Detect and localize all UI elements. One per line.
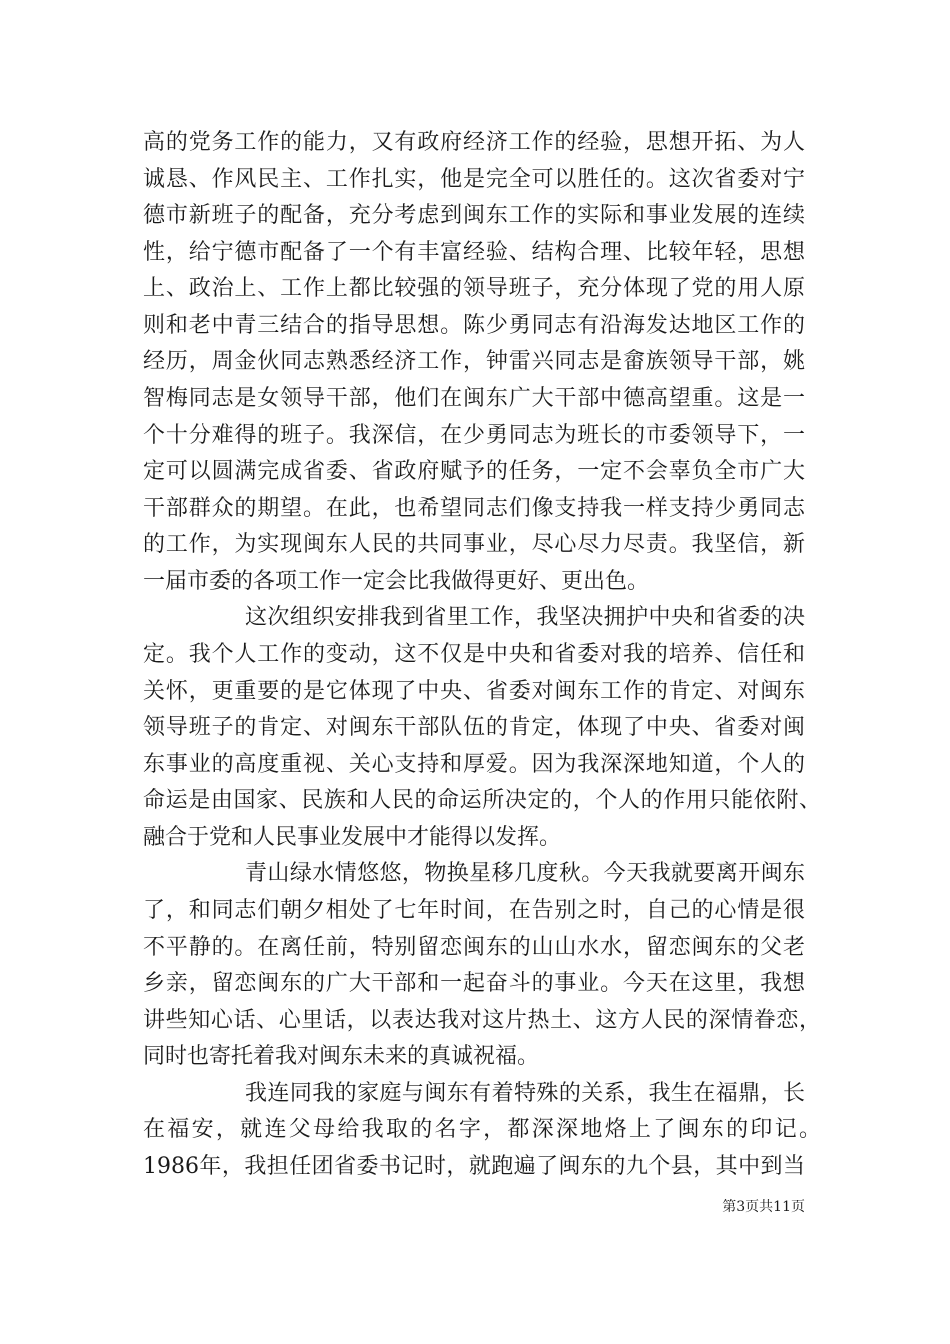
text-line: 德市新班子的配备，充分考虑到闽东工作的实际和事业发展的连续 (143, 203, 805, 229)
text-line: 智梅同志是女领导干部，他们在闽东广大干部中德高望重。这是一 (143, 385, 805, 411)
text-line: 高的党务工作的能力，又有政府经济工作的经验，思想开拓、为人 (143, 130, 805, 155)
text-line: 的工作，为实现闽东人民的共同事业，尽心尽力尽责。我坚信，新 (143, 532, 805, 558)
text-line: 我连同我的家庭与闽东有着特殊的关系，我生在福鼎，长 (245, 1080, 805, 1106)
text-line: 融合于党和人民事业发展中才能得以发挥。 (143, 824, 562, 850)
text-line: 在福安，就连父母给我取的名字，都深深地烙上了闽东的印记。 (143, 1117, 821, 1143)
text-line: 定可以圆满完成省委、省政府赋予的任务，一定不会辜负全市广大 (143, 459, 805, 485)
text-line: 性，给宁德市配备了一个有丰富经验、结构合理、比较年轻，思想 (143, 239, 805, 265)
text-line: 东事业的高度重视、关心支持和厚爱。因为我深深地知道，个人的 (143, 751, 805, 777)
text-line: 1986年，我担任团省委书记时，就跑遍了闽东的九个县，其中到当 (143, 1153, 805, 1179)
text-line: 定。我个人工作的变动，这不仅是中央和省委对我的培养、信任和 (143, 641, 805, 667)
text-line: 领导班子的肯定、对闽东干部队伍的肯定，体现了中央、省委对闽 (143, 715, 805, 741)
page-number: 第3页共11页 (722, 1199, 805, 1215)
text-line: 关怀，更重要的是它体现了中央、省委对闽东工作的肯定、对闽东 (143, 678, 805, 704)
text-line: 乡亲，留恋闽东的广大干部和一起奋斗的事业。今天在这里，我想 (143, 971, 805, 997)
text-line: 这次组织安排我到省里工作，我坚决拥护中央和省委的决 (245, 605, 805, 631)
text-line: 讲些知心话、心里话，以表达我对这片热土、这方人民的深情眷恋， (143, 1007, 821, 1033)
text-line: 青山绿水情悠悠，物换星移几度秋。今天我就要离开闽东 (245, 861, 805, 887)
text-line: 则和老中青三结合的指导思想。陈少勇同志有沿海发达地区工作的 (143, 312, 805, 338)
text-line: 同时也寄托着我对闽东未来的真诚祝福。 (143, 1044, 540, 1070)
text-line: 一届市委的各项工作一定会比我做得更好、更出色。 (143, 568, 650, 594)
text-line: 了，和同志们朝夕相处了七年时间，在告别之时，自己的心情是很 (143, 897, 805, 923)
text-line: 经历，周金伙同志熟悉经济工作，钟雷兴同志是畲族领导干部，姚 (143, 349, 805, 375)
text-line: 命运是由国家、民族和人民的命运所决定的，个人的作用只能依附、 (143, 788, 821, 814)
text-line: 个十分难得的班子。我深信，在少勇同志为班长的市委领导下，一 (143, 422, 805, 448)
text-line: 干部群众的期望。在此，也希望同志们像支持我一样支持少勇同志 (143, 495, 805, 521)
text-line: 上、政治上、工作上都比较强的领导班子，充分体现了党的用人原 (143, 276, 805, 302)
text-line: 诚恳、作风民主、工作扎实，他是完全可以胜任的。这次省委对宁 (143, 166, 805, 192)
text-line: 不平静的。在离任前，特别留恋闽东的山山水水，留恋闽东的父老 (143, 934, 805, 960)
